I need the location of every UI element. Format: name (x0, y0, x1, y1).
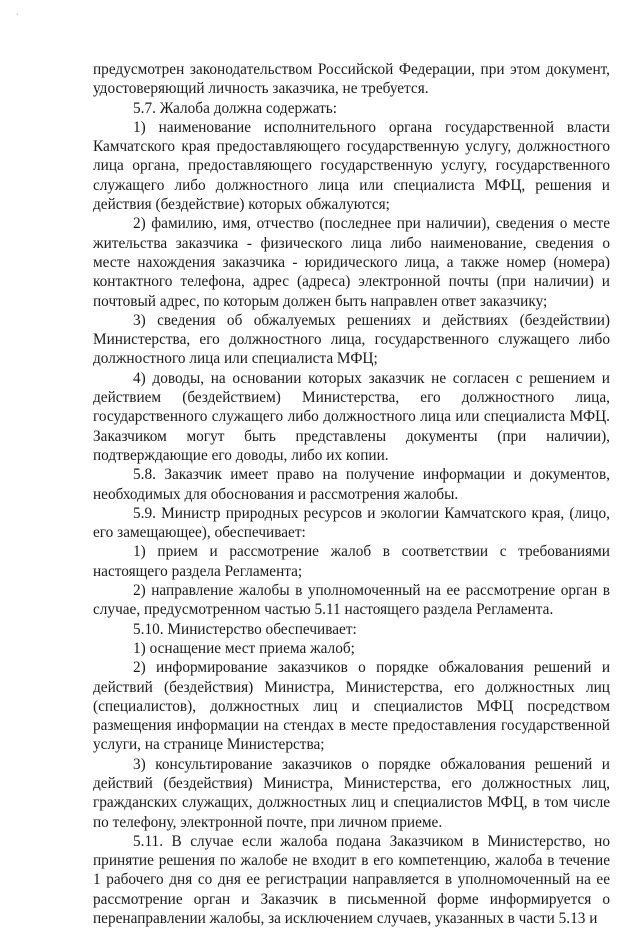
paragraph-5-7-item-3: 3) сведения об обжалуемых решениях и действиях (бездействии) Министерства, его должностного лица, государственного служащего либо должностного лица или специалиста МФЦ; (93, 311, 610, 368)
paragraph-5-10: 5.10. Министерство обеспечивает: (133, 620, 357, 638)
paragraph-5-9: 5.9. Министр природных ресурсов и экологии Камчатского края, (лицо, его замещающее), обеспечивает: (93, 504, 610, 542)
scan-mark: ʼ (16, 12, 19, 21)
paragraph-5-7-item-2: 2) фамилию, имя, отчество (последнее при наличии), сведения о месте жительства заказчика - физического лица либо наименование, сведения о месте нахождения заказчика - юридического лица, а также номер (номера) контактного телефона, адрес (адреса) электронной почты (при наличии) и почтовый адрес, по которым должен быть направлен ответ заказчику; (93, 215, 610, 310)
paragraph-5-10-item-2: 2) информирование заказчиков о порядке обжалования решений и действий (бездействия) Министра, Министерства, его должностных лиц (специалистов), должностных лиц и специалистов МФЦ посредством размещения информации на стендах в месте предоставления государственной услуги, на странице Министерства; (93, 659, 610, 754)
paragraph-5-7: 5.7. Жалоба должна содержать: (133, 99, 338, 117)
paragraph-5-8: 5.8. Заказчик имеет право на получение информации и документов, необходимых для обоснования и рассмотрения жалобы. (93, 466, 610, 503)
paragraph-5-10-item-3: 3) консультирование заказчиков о порядке обжалования решений и действий (бездействия) Министра, Министерства, его должностных лиц, гражданских служащих, должностных лиц и специалистов МФЦ, в том числе по телефону, электронной почте, при личном приеме. (93, 755, 610, 831)
paragraph-5-11: 5.11. В случае если жалоба подана Заказчиком в Министерство, но принятие решения по жалобе не входит в его компетенцию, жалоба в течение 1 рабочего дня со дня ее регистрации направляется в уполномоченный на ее рассмотрение орган и Заказчик в письменной форме информируется о перенаправлении жалобы, за исключением случаев, указанных в части 5.13 и (93, 832, 610, 928)
paragraph-5-7-item-4: 4) доводы, на основании которых заказчик не согласен с решением и действием (бездействием) Министерства, его должностного лица, государственного служащего либо должностного лица или специалиста МФЦ. Заказчиком могут быть представлены документы (при наличии), подтверждающие его доводы, либо их копии. (93, 369, 610, 464)
paragraph-5-7-item-1: 1) наименование исполнительного органа государственной власти Камчатского края предоставляющего государственную услугу, должностного лица органа, предоставляющего государственную услугу, государственного служащего либо должностного лица или специалиста МФЦ, решения и действия (бездействие) которых обжалуются; (93, 118, 610, 214)
paragraph-5-9-item-2: 2) направление жалобы в уполномоченный на ее рассмотрение орган в случае, предусмотренном частью 5.11 настоящего раздела Регламента. (93, 582, 610, 619)
paragraph-5-10-item-1: 1) оснащение мест приема жалоб; (133, 639, 355, 657)
paragraph-5-9-item-1: 1) прием и рассмотрение жалоб в соответствии с требованиями настоящего раздела Регламента; (93, 543, 610, 580)
paragraph-continuation: предусмотрен законодательством Российской Федерации, при этом документ, удостоверяющий личность заказчика, не требуется. (93, 61, 610, 98)
document-body (93, 60, 610, 928)
